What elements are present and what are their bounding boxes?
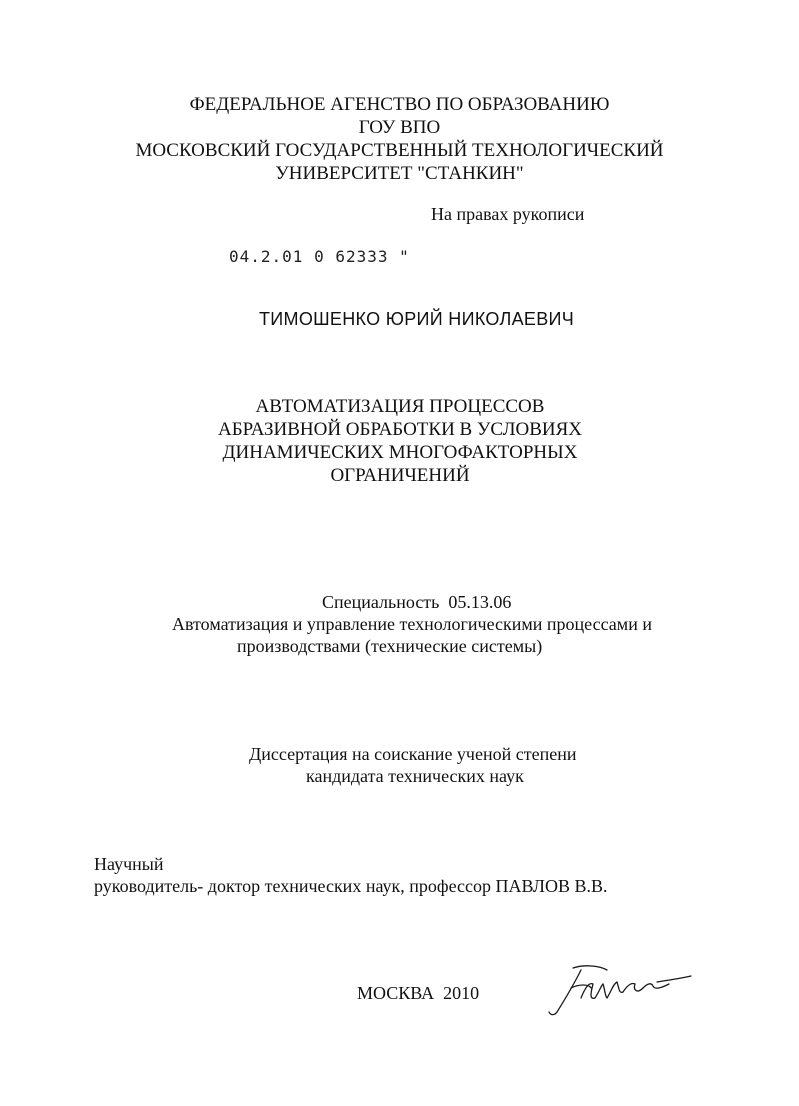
university-name-line1: МОСКОВСКИЙ ГОСУДАРСТВЕННЫЙ ТЕХНОЛОГИЧЕСКИЙ <box>135 140 664 161</box>
footer-city: МОСКВА <box>357 983 435 1003</box>
institution-type: ГОУ ВПО <box>358 117 441 138</box>
dissertation-line2: кандидата технических наук <box>306 766 524 786</box>
specialty-label: Специальность <box>322 592 440 612</box>
signature-icon <box>545 962 695 1018</box>
specialty-code: 05.13.06 <box>448 592 512 612</box>
title-line-2: АБРАЗИВНОЙ ОБРАБОТКИ В УСЛОВИЯХ <box>217 419 583 440</box>
registration-stamp: 04.2.01 0 62333 " <box>229 247 410 266</box>
footer-city-year <box>357 982 479 1004</box>
supervisor-line1: Научный <box>94 854 164 874</box>
signature <box>545 962 695 1018</box>
title-line-4: ОГРАНИЧЕНИЙ <box>330 465 470 486</box>
dissertation-line1: Диссертация на соискание ученой степени <box>249 744 577 764</box>
university-name-line2: УНИВЕРСИТЕТ "СТАНКИН" <box>275 163 524 184</box>
footer-year: 2010 <box>443 983 480 1003</box>
manuscript-note: На правах рукописи <box>431 204 585 224</box>
author-name: ТИМОШЕНКО ЮРИЙ НИКОЛАЕВИЧ <box>259 309 575 329</box>
specialty-description-line2: производствами (технические системы) <box>237 636 543 656</box>
specialty-description-line1: Автоматизация и управление технологическими процессами и <box>172 614 652 634</box>
supervisor-line2: руководитель- доктор технических наук, профессор ПАВЛОВ В.В. <box>94 876 608 896</box>
title-line-1: АВТОМАТИЗАЦИЯ ПРОЦЕССОВ <box>255 396 545 417</box>
specialty-line <box>322 591 511 613</box>
title-line-3: ДИНАМИЧЕСКИХ МНОГОФАКТОРНЫХ <box>222 442 578 463</box>
agency-name: ФЕДЕРАЛЬНОЕ АГЕНСТВО ПО ОБРАЗОВАНИЮ <box>189 94 610 115</box>
